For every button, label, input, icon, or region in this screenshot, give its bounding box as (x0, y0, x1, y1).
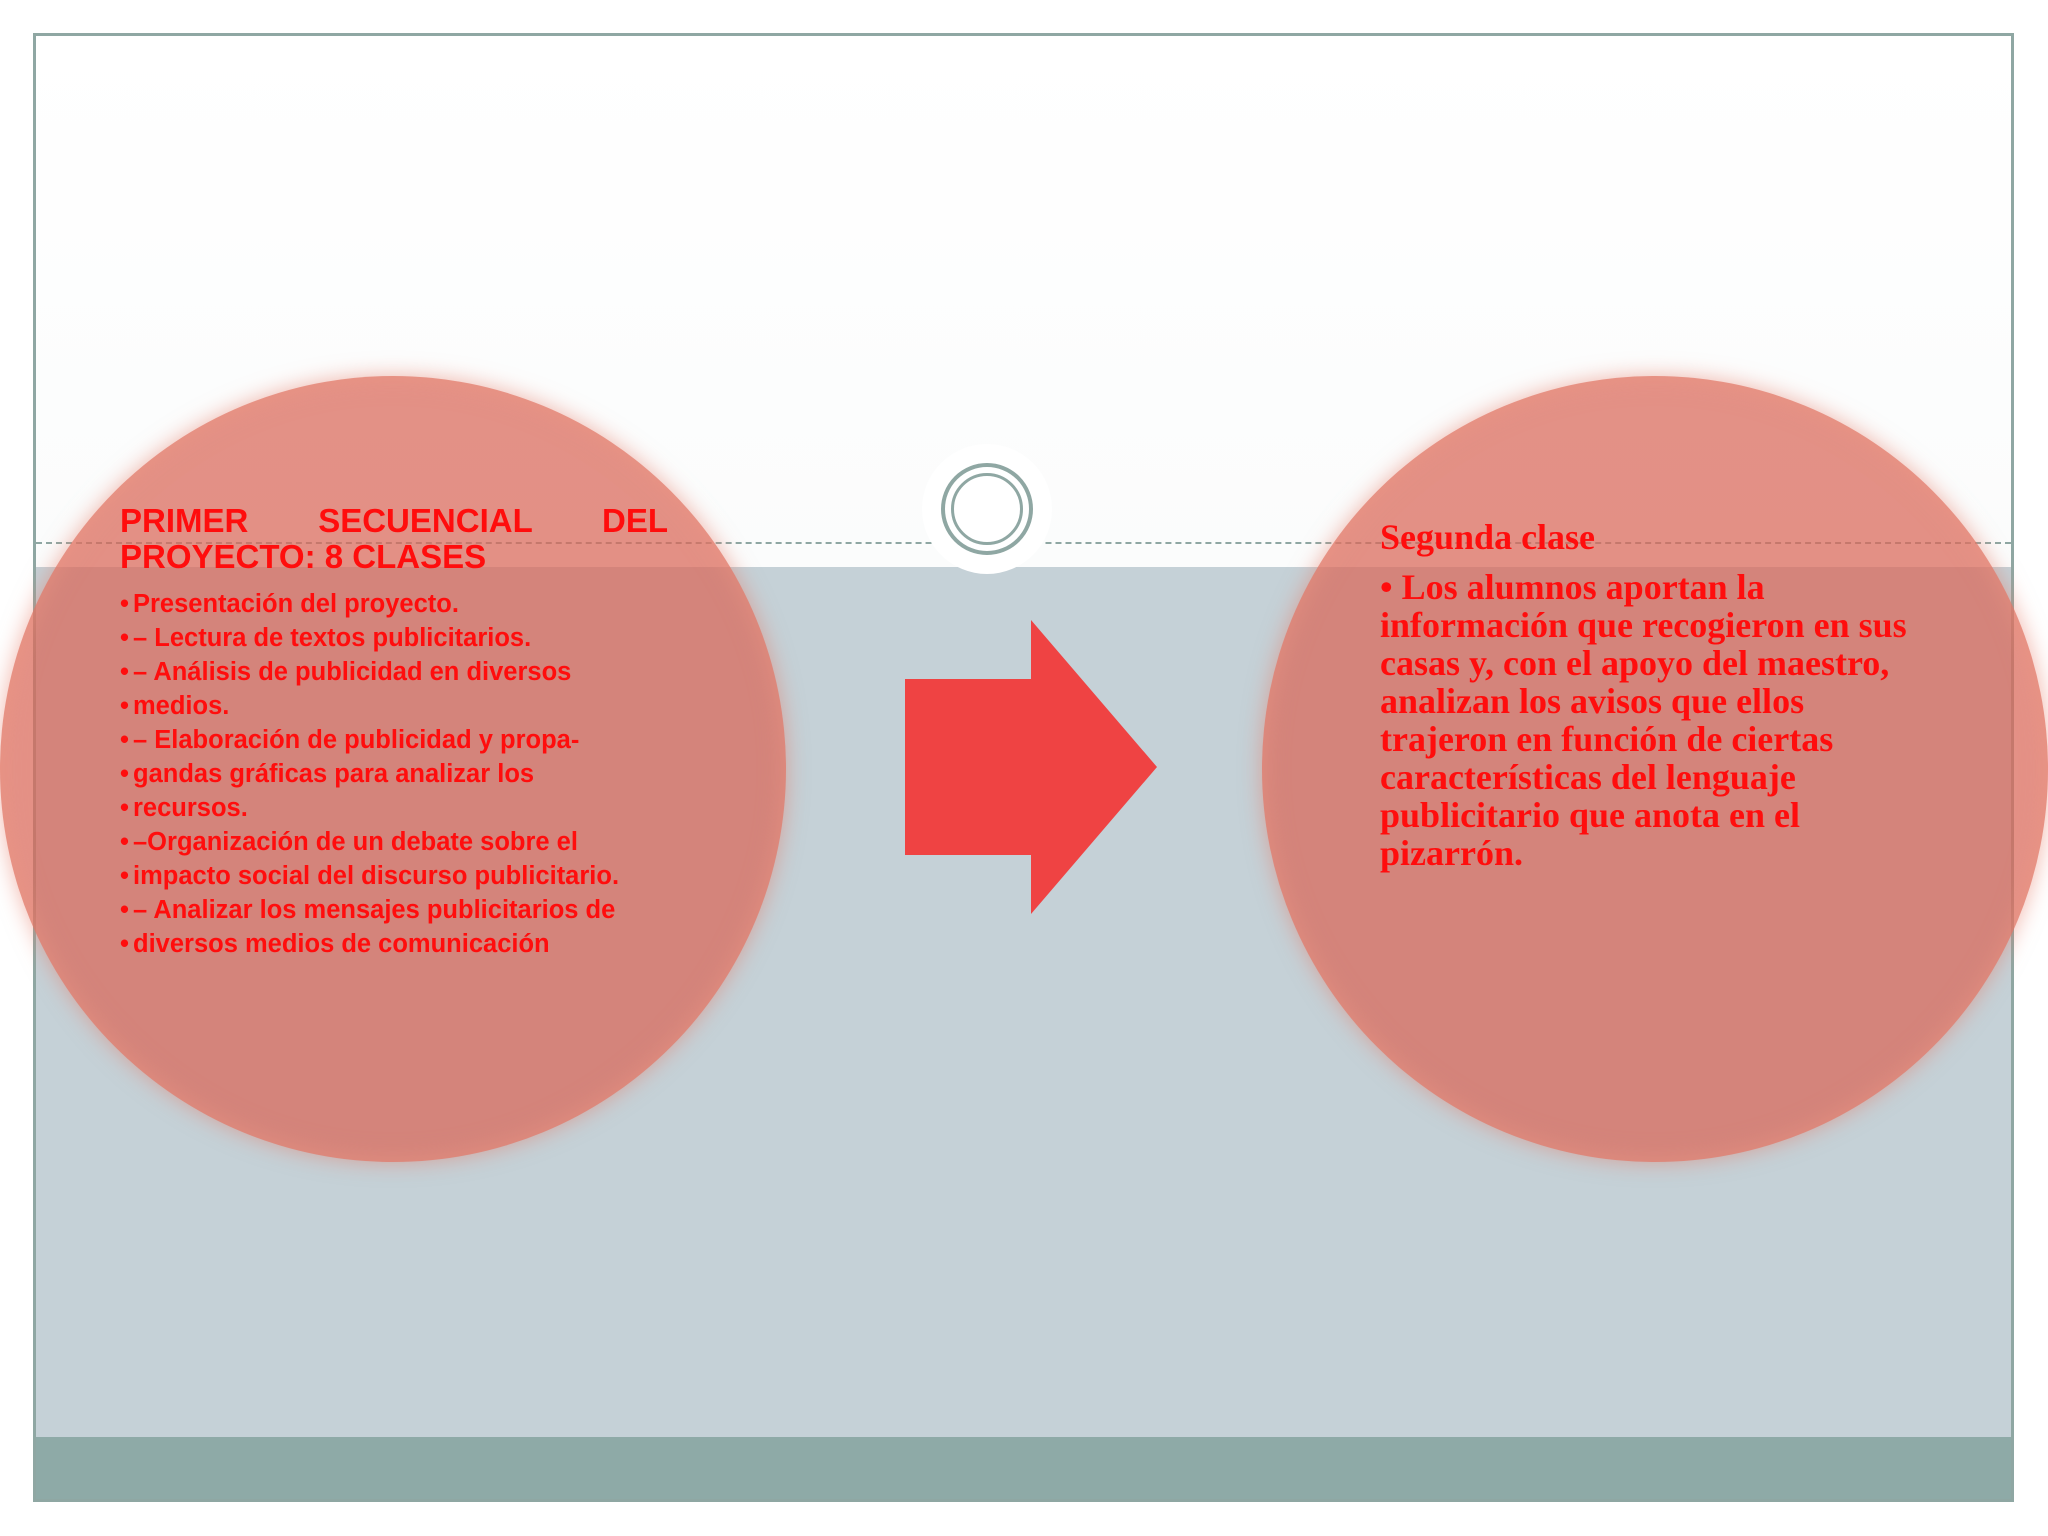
left-circle-text (120, 503, 668, 963)
left-title-line-1: PRIMER SECUENCIAL DEL (120, 502, 668, 539)
list-item: • –Organización de un debate sobre el (120, 827, 668, 857)
right-circle-text (1380, 516, 1940, 872)
right-arrow-icon (905, 620, 1157, 914)
list-item: • medios. (120, 691, 668, 721)
left-bullet-list (120, 589, 668, 959)
list-item: • – Análisis de publicidad en diversos (120, 657, 668, 687)
list-item: • Presentación del proyecto. (120, 589, 668, 619)
left-circle-title (120, 503, 668, 575)
list-item: • – Analizar los mensajes publicitarios de (120, 895, 668, 925)
right-circle-title: Segunda clase (1380, 517, 1596, 557)
list-item: • diversos medios de comunicación (120, 929, 668, 959)
list-item: • – Lectura de textos publicitarios. (120, 623, 668, 653)
list-item: • recursos. (120, 793, 668, 823)
right-circle-body: • Los alumnos aportan la información que recogieron en sus casas y, con el apoyo del maestro, analizan los avisos que ellos trajeron en función de ciertas características del lenguaje publicitario que anota en el pizarrón. (1380, 567, 1907, 873)
left-title-line-2: PROYECTO: 8 CLASES (120, 538, 487, 575)
center-ring-ornament (922, 444, 1052, 574)
list-item: • gandas gráficas para analizar los (120, 759, 668, 789)
list-item: • impacto social del discurso publicitario. (120, 861, 668, 891)
slide-bottom-band (36, 1437, 2011, 1502)
list-item: • – Elaboración de publicidad y propa- (120, 725, 668, 755)
